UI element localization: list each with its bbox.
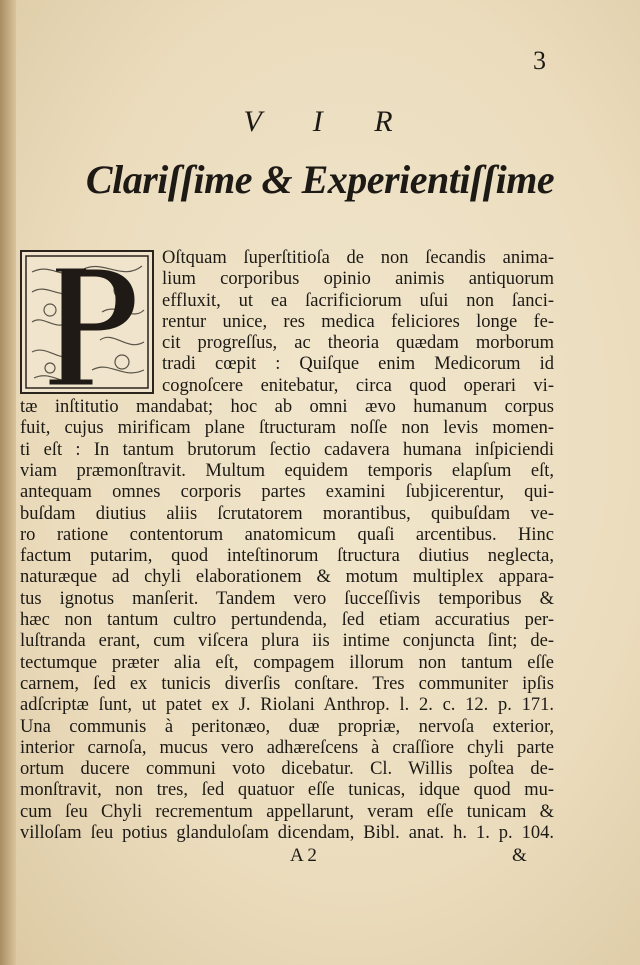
- body-line: lium corporibus opinio animis antiquorum: [162, 269, 554, 290]
- body-line: buſdam diutius aliis ſcrutatorem morantibus, quibuſdam ve-: [20, 503, 554, 524]
- body-line: tectumque præter alia eſt, compagem illorum non tantum eſſe: [20, 652, 554, 673]
- body-line: adſcriptæ ſunt, ut patet ex J. Riolani Anthrop. l. 2. c. 12. p. 171.: [20, 695, 554, 716]
- body-line: monſtravit, non tres, ſed quatuor eſſe tunicas, idque quod mu-: [20, 780, 554, 801]
- body-line: factum putarim, quod inteſtinorum ſtructura diutius neglecta,: [20, 546, 554, 567]
- body-line: ro ratione contentorum anatomicum quaſi arcentibus. Hinc: [20, 524, 554, 545]
- initial-ornament-icon: [22, 252, 152, 392]
- body-line: tus ignotus manſerit. Tandem vero ſucceſſivis temporibus &: [20, 588, 554, 609]
- body-line: cognoſcere enitebatur, circa quod operari vi-: [162, 375, 554, 396]
- body-line: ortum ducere communi voto dicebatur. Cl. Willis poſtea de-: [20, 759, 554, 780]
- body-line: Oſtquam ſuperſtitioſa de non ſecandis anima-: [162, 248, 554, 268]
- body-line: villoſam ſeu potius glanduloſam dicendam, Bibl. anat. h. 1. p. 104.: [20, 823, 554, 844]
- body-line: fuit, cujus mirificam plane ſtructuram noſſe non levis momen-: [20, 418, 554, 439]
- page-gutter-shadow: [0, 0, 16, 965]
- page-number: 3: [533, 46, 546, 75]
- catchword: &: [512, 845, 527, 866]
- body-line: Una communis à peritonæo, duæ propriæ, nervoſa exterior,: [20, 716, 554, 737]
- body-line: tæ inſtitutio mandabat; hoc ab omni ævo humanum corpus: [20, 397, 554, 418]
- body-line: naturæque ad chyli elaborationem & motum multiplex appara-: [20, 567, 554, 588]
- body-line: ti eſt : In tantum brutorum ſectio cadavera humana inſpiciendi: [20, 439, 554, 460]
- salutation: Clariſſime & Experientiſſime: [85, 157, 555, 202]
- body-line: cum ſeu Chyli recrementum appellarunt, veram eſſe tunicam &: [20, 801, 554, 822]
- body-line: rentur unice, res medica feliciores longe fe-: [162, 311, 554, 332]
- body-text: [20, 248, 554, 844]
- body-line: luſtranda erant, cum viſcera plura iis intime conjuncta ſint; de-: [20, 631, 554, 652]
- body-line: hæc non tantum cultro pertundenda, ſed etiam accuratius per-: [20, 610, 554, 631]
- decorated-initial-icon: [20, 250, 154, 394]
- body-line: tradi cœpit : Quiſque enim Medicorum id: [162, 354, 554, 375]
- heading-vir: V I R: [243, 105, 415, 138]
- body-line: viam præmonſtravit. Multum equidem temporis elapſum eſt,: [20, 460, 554, 481]
- body-line: carnem, ſed ex tunicis diverſis conſtare. Tres communiter ipſis: [20, 673, 554, 694]
- body-line: cit progreſſus, ac theoria quædam morborum: [162, 333, 554, 354]
- signature-mark: A 2: [290, 845, 317, 866]
- body-line: antequam omnes corporis partes examini ſubjicerentur, qui-: [20, 482, 554, 503]
- body-line: interior carnoſa, mucus vero adhæreſcens à craſſiore chyli parte: [20, 737, 554, 758]
- body-line: effluxit, ut ea ſacrificiorum uſui non ſanci-: [162, 290, 554, 311]
